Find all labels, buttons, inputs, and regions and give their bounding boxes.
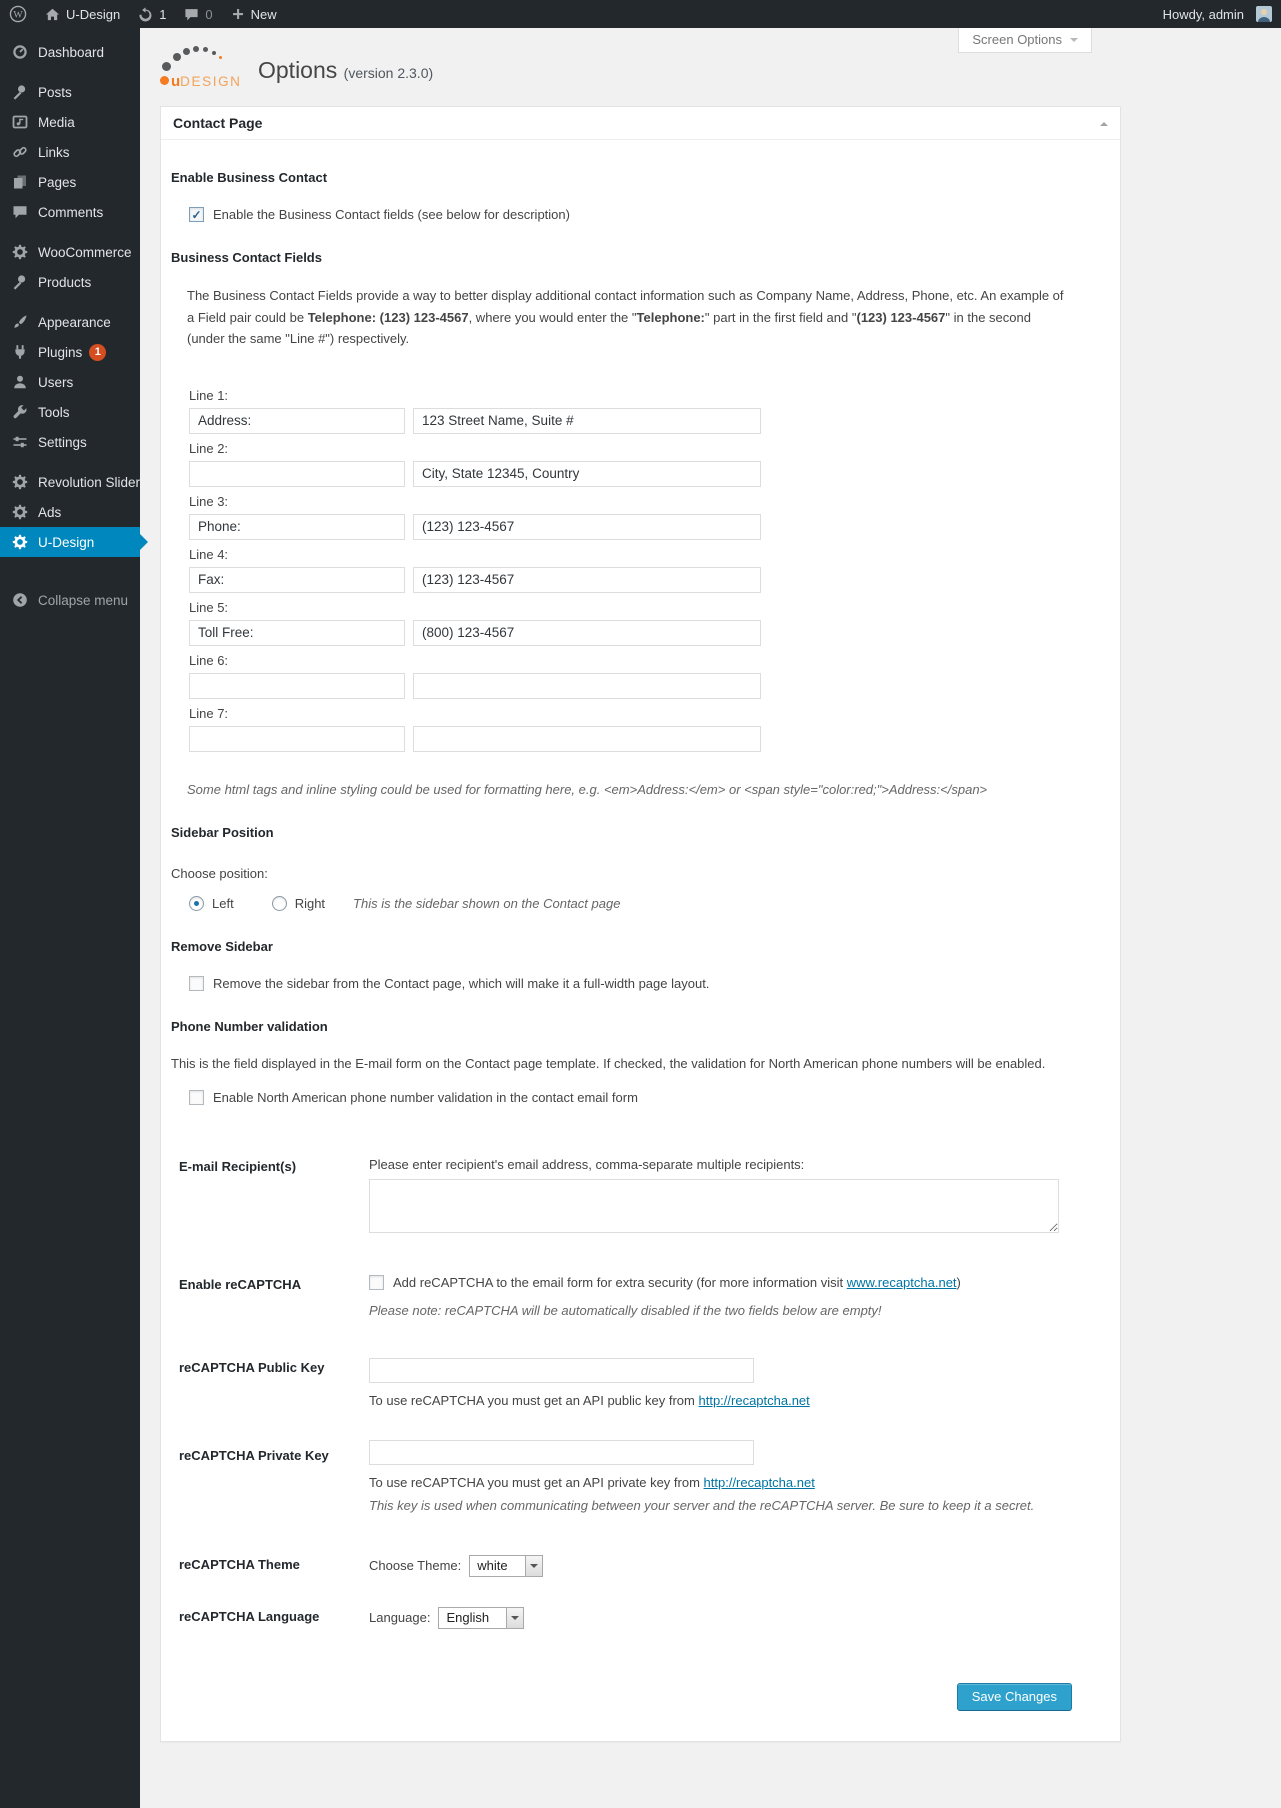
recaptcha-theme-label: reCAPTCHA Theme xyxy=(179,1556,300,1572)
gear-icon xyxy=(12,244,30,260)
svg-text:W: W xyxy=(13,9,23,21)
enable-recaptcha-label: Enable reCAPTCHA xyxy=(179,1276,302,1292)
formatting-note: Some html tags and inline styling could be used for formatting here, e.g. <em>Address:</em> or <span style="color:red;">Address:</span> xyxy=(187,781,988,797)
enable-recaptcha-checkbox-label: Add reCAPTCHA to the email form for extra security (for more information visit www.recaptcha.net) xyxy=(393,1274,961,1290)
recaptcha-net-link[interactable]: www.recaptcha.net xyxy=(846,1274,957,1290)
menu-separator xyxy=(0,227,140,237)
sidebar-item-label: Comments xyxy=(38,204,104,220)
logo-design: DESIGN xyxy=(180,74,242,89)
selected-theme: white xyxy=(477,1558,508,1573)
email-recipients-hint: Please enter recipient's email address, comma-separate multiple recipients: xyxy=(369,1156,805,1172)
recaptcha-note: Please note: reCAPTCHA will be automatically disabled if the two fields below are empty! xyxy=(369,1302,882,1318)
avatar xyxy=(1256,6,1272,22)
line-label: Line 3: xyxy=(189,493,229,509)
line-label: Line 2: xyxy=(189,440,229,456)
gear-icon xyxy=(12,504,30,520)
howdy-text: Howdy, admin xyxy=(1162,6,1244,22)
chevron-down-icon xyxy=(1070,38,1078,46)
menu-separator xyxy=(0,67,140,77)
sidebar-item-udesign[interactable] xyxy=(0,527,140,557)
recaptcha-language-label: reCAPTCHA Language xyxy=(179,1608,320,1624)
version-text: (version 2.3.0) xyxy=(343,64,434,81)
enable-business-checkbox[interactable] xyxy=(189,207,204,222)
language-label: Language: xyxy=(369,1610,431,1625)
sliders-icon xyxy=(12,434,30,450)
save-changes-button[interactable]: Save Changes xyxy=(957,1683,1072,1711)
sidebar-item-users[interactable] xyxy=(0,367,140,397)
main-content xyxy=(140,28,1281,1782)
updates-indicator[interactable] xyxy=(129,0,175,28)
sidebar-item-label: Tools xyxy=(38,404,70,420)
panel-body xyxy=(161,140,1120,1741)
panel-header[interactable] xyxy=(161,107,1120,140)
enable-business-heading: Enable Business Contact xyxy=(171,170,328,185)
sidebar-item-dashboard[interactable] xyxy=(0,37,140,67)
sidebar-item-label: Pages xyxy=(38,174,77,190)
line1-label-input[interactable] xyxy=(189,408,405,434)
page-title xyxy=(258,57,433,84)
plus-icon xyxy=(231,7,245,21)
media-icon xyxy=(12,114,30,130)
sidebar-item-label: U-Design xyxy=(38,534,95,550)
line5-value-input[interactable] xyxy=(413,620,761,646)
enable-business-checkbox-label: Enable the Business Contact fields (see below for description) xyxy=(213,207,570,222)
wordpress-logo[interactable] xyxy=(0,0,36,28)
line6-value-input[interactable] xyxy=(413,673,761,699)
recaptcha-theme-select[interactable] xyxy=(469,1555,543,1577)
collapse-arrow-icon xyxy=(12,592,30,608)
brush-icon xyxy=(12,314,30,330)
choose-position-label: Choose position: xyxy=(171,865,268,881)
left-radio-label: Left xyxy=(212,895,234,911)
screen-options-label: Screen Options xyxy=(972,32,1062,47)
new-content-menu[interactable] xyxy=(222,0,286,28)
line6-label-input[interactable] xyxy=(189,673,405,699)
home-icon xyxy=(45,7,60,22)
admin-bar xyxy=(0,0,1281,28)
contact-lines xyxy=(189,388,1100,752)
sidebar-item-label: Links xyxy=(38,144,70,160)
recaptcha-private-key-label: reCAPTCHA Private Key xyxy=(179,1447,329,1463)
recaptcha-private-key-input[interactable] xyxy=(369,1440,754,1465)
sidebar-item-label: Ads xyxy=(38,504,62,520)
phone-validation-checkbox[interactable] xyxy=(189,1090,204,1105)
sidebar-position-note: This is the sidebar shown on the Contact page xyxy=(353,895,621,911)
line-label: Line 5: xyxy=(189,599,229,615)
dashboard-icon xyxy=(12,44,30,60)
private-key-note: This key is used when communicating between your server and the reCAPTCHA server. Be sure to keep it a secret. xyxy=(369,1497,1035,1513)
new-label: New xyxy=(250,6,277,22)
menu-separator xyxy=(0,297,140,307)
recaptcha-language-select[interactable] xyxy=(438,1607,524,1629)
sidebar-item-label: Revolution Slider xyxy=(38,474,141,490)
collapse-menu-button[interactable] xyxy=(0,585,140,615)
remove-sidebar-heading: Remove Sidebar xyxy=(171,938,273,954)
recaptcha-api-link[interactable]: http://recaptcha.net xyxy=(703,1474,815,1490)
line3-value-input[interactable] xyxy=(413,514,761,540)
sidebar-item-label: Appearance xyxy=(38,314,111,330)
line3-label-input[interactable] xyxy=(189,514,405,540)
line7-value-input[interactable] xyxy=(413,726,761,752)
admin-menu xyxy=(0,28,140,1808)
sidebar-item-products[interactable] xyxy=(0,267,140,297)
line1-value-input[interactable] xyxy=(413,408,761,434)
links-icon xyxy=(12,144,30,160)
sidebar-item-label: Collapse menu xyxy=(38,592,129,608)
comment-icon xyxy=(184,7,199,22)
gear-icon xyxy=(12,474,30,490)
comment-count: 0 xyxy=(205,6,213,22)
sidebar-item-plugins[interactable] xyxy=(0,337,140,367)
email-recipients-label: E-mail Recipient(s) xyxy=(179,1158,297,1174)
pages-icon xyxy=(12,174,30,190)
sidebar-item-label: Users xyxy=(38,374,74,390)
panel-title: Contact Page xyxy=(173,115,263,131)
sidebar-item-media[interactable] xyxy=(0,107,140,137)
email-recipients-textarea[interactable] xyxy=(369,1179,1059,1233)
enable-recaptcha-checkbox[interactable] xyxy=(369,1275,384,1290)
recaptcha-public-key-input[interactable] xyxy=(369,1358,754,1383)
sidebar-item-label: Products xyxy=(38,274,92,290)
sidebar-position-heading: Sidebar Position xyxy=(171,824,274,840)
sidebar-item-appearance[interactable] xyxy=(0,307,140,337)
pin-icon xyxy=(12,274,30,290)
sidebar-item-links[interactable] xyxy=(0,137,140,167)
public-key-hint: To use reCAPTCHA you must get an API public key from http://recaptcha.net xyxy=(369,1392,810,1408)
sidebar-item-pages[interactable] xyxy=(0,167,140,197)
line-label: Line 6: xyxy=(189,652,229,668)
line-label: Line 7: xyxy=(189,705,229,721)
site-name: U-Design xyxy=(66,6,121,22)
phone-validation-checkbox-label: Enable North American phone number validation in the contact email form xyxy=(213,1089,638,1105)
line4-value-input[interactable] xyxy=(413,567,761,593)
remove-sidebar-checkbox-label: Remove the sidebar from the Contact page, which will make it a full-width page layout. xyxy=(213,975,710,991)
right-radio-label: Right xyxy=(294,895,326,911)
user-icon xyxy=(12,374,30,390)
sidebar-item-comments[interactable] xyxy=(0,197,140,227)
sidebar-item-label: WooCommerce xyxy=(38,244,132,260)
collapse-panel-icon[interactable] xyxy=(1100,118,1108,126)
page-title-text: Options xyxy=(258,56,338,83)
update-icon xyxy=(138,7,153,22)
sidebar-item-posts[interactable] xyxy=(0,77,140,107)
select-arrow-icon xyxy=(506,1608,523,1628)
sidebar-item-tools[interactable] xyxy=(0,397,140,427)
udesign-logo xyxy=(160,46,244,94)
select-arrow-icon xyxy=(525,1556,542,1576)
line4-label-input[interactable] xyxy=(189,567,405,593)
pin-icon xyxy=(12,84,30,100)
sidebar-item-settings[interactable] xyxy=(0,427,140,457)
page-header xyxy=(160,44,1281,96)
right-radio[interactable] xyxy=(272,896,287,911)
sidebar-item-woocommerce[interactable] xyxy=(0,237,140,267)
sidebar-item-label: Settings xyxy=(38,434,87,450)
sidebar-item-label: Posts xyxy=(38,84,72,100)
plugins-update-badge: 1 xyxy=(89,344,106,361)
line2-value-input[interactable] xyxy=(413,461,761,487)
remove-sidebar-checkbox[interactable] xyxy=(189,976,204,991)
sidebar-position-options xyxy=(189,896,1100,911)
contact-page-panel xyxy=(160,106,1121,1742)
phone-validation-description: This is the field displayed in the E-mail form on the Contact page template. If checked, the validation for North American phone numbers will be enabled. xyxy=(171,1055,1046,1071)
comments-indicator[interactable] xyxy=(175,0,221,28)
business-fields-heading: Business Contact Fields xyxy=(171,250,322,265)
logo-u: u xyxy=(171,73,181,90)
sidebar-item-label: Dashboard xyxy=(38,44,105,60)
wrench-icon xyxy=(12,404,30,420)
left-radio[interactable] xyxy=(189,896,204,911)
line7-label-input[interactable] xyxy=(189,726,405,752)
update-count: 1 xyxy=(159,6,167,22)
private-key-hint: To use reCAPTCHA you must get an API private key from http://recaptcha.net xyxy=(369,1474,815,1490)
sidebar-item-revolution-slider[interactable] xyxy=(0,467,140,497)
sidebar-item-ads[interactable] xyxy=(0,497,140,527)
account-menu[interactable] xyxy=(1154,0,1281,28)
sidebar-item-label: Media xyxy=(38,114,75,130)
sidebar-item-label: Plugins xyxy=(38,344,83,360)
line5-label-input[interactable] xyxy=(189,620,405,646)
selected-language: English xyxy=(446,1610,490,1625)
line2-label-input[interactable] xyxy=(189,461,405,487)
recaptcha-public-key-label: reCAPTCHA Public Key xyxy=(179,1359,325,1375)
line-label: Line 4: xyxy=(189,546,229,562)
line-label: Line 1: xyxy=(189,387,229,403)
screen-options-tab[interactable] xyxy=(958,28,1092,53)
plugin-icon xyxy=(12,344,30,360)
choose-theme-label: Choose Theme: xyxy=(369,1558,462,1573)
business-fields-description: The Business Contact Fields provide a way to better display additional contact information such as Company Name, Address, Phone, etc. An example of a Field pair could be Telephone: (123) 123-4567, where you would enter the "Telephone:" part in the first field and "(123) 123-4567" in the second (under the same "Line #") respectively. xyxy=(187,288,1064,346)
recaptcha-api-link[interactable]: http://recaptcha.net xyxy=(698,1392,810,1408)
gear-icon xyxy=(12,534,30,550)
menu-separator xyxy=(0,457,140,467)
wordpress-icon xyxy=(9,5,27,23)
phone-validation-heading: Phone Number validation xyxy=(171,1018,328,1034)
comments-icon xyxy=(12,204,30,220)
site-menu[interactable] xyxy=(36,0,129,28)
